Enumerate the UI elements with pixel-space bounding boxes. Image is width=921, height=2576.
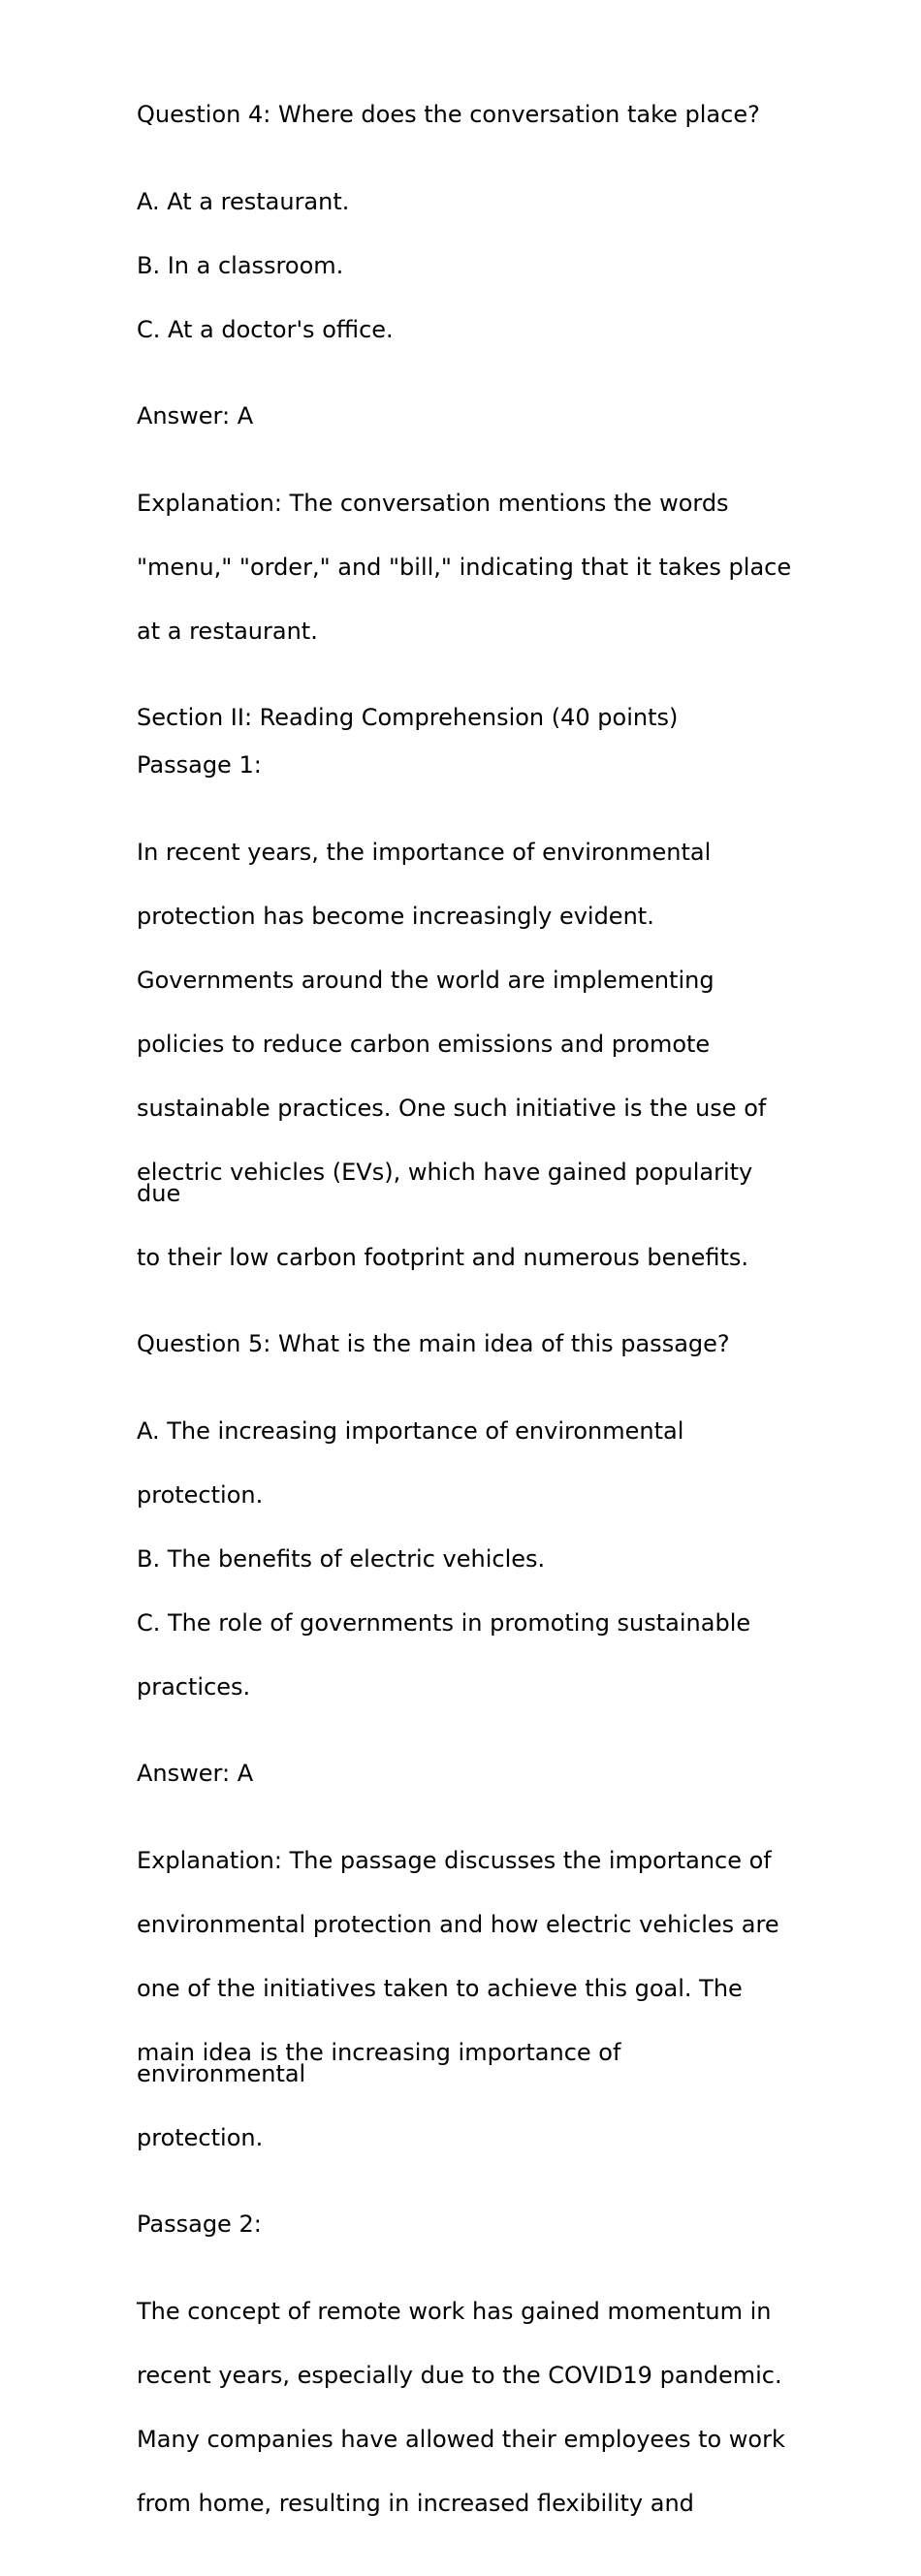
q5-option-line: protection. [137,1481,264,1509]
question-4: Question 4: Where does the conversation take place? [137,101,760,128]
q5-answer: Answer: A [137,1760,254,1787]
q4-explanation-line: "menu," "order," and "bill," indicating that it takes place [137,554,792,581]
passage-1-line: In recent years, the importance of environmental [137,839,712,866]
passage-2-line: The concept of remote work has gained momentum in [137,2298,772,2325]
q5-explanation-line: main idea is the increasing importance of environmental [137,2039,629,2087]
question-5: Question 5: What is the main idea of this passage? [137,1330,730,1357]
question-4-options [137,148,796,383]
passage-1-line: protection has become increasingly evident. [137,903,654,930]
passage-2-line: recent years, especially due to the COVID19 pandemic. [137,2362,782,2389]
q5-explanation [137,1807,796,2191]
q5-explanation-line: protection. [137,2124,264,2151]
q5-explanation-line: Explanation: The passage discusses the importance of [137,1847,772,1874]
question-5-options [137,1378,796,1740]
q4-explanation-line: Explanation: The conversation mentions the words [137,490,729,517]
passage-2-line: Many companies have allowed their employees to work [137,2426,785,2453]
q4-explanation [137,450,796,684]
passage-1-line: Governments around the world are implementing [137,967,715,994]
q5-explanation-line: environmental protection and how electric vehicles are [137,1911,779,1938]
passage-2-label: Passage 2: [137,2210,262,2238]
q5-option-line: A. The increasing importance of environmental [137,1417,684,1445]
passage-1-text [137,799,796,1311]
passage-1-line: policies to reduce carbon emissions and promote [137,1031,711,1058]
q4-option-a: A. At a restaurant. [137,188,350,215]
passage-1-line: sustainable practices. One such initiative is the use of [137,1095,767,1122]
q5-option-line: B. The benefits of electric vehicles. [137,1545,546,1573]
document-page [137,101,796,2576]
passage-2-line: from home, resulting in increased flexibility and [137,2490,694,2517]
passage-1-label: Passage 1: [137,751,262,779]
section-2-heading: Section II: Reading Comprehension (40 points) [137,704,679,731]
q4-explanation-line: at a restaurant. [137,618,318,645]
passage-2-text [137,2258,796,2557]
q5-option-line: practices. [137,1673,251,1701]
q5-explanation-line: one of the initiatives taken to achieve this goal. The [137,1975,743,2002]
passage-1-line: to their low carbon footprint and numerous benefits. [137,1244,749,1271]
q4-option-c: C. At a doctor's office. [137,316,394,343]
passage-1-line: electric vehicles (EVs), which have gained popularity due [137,1159,760,1207]
q4-answer: Answer: A [137,402,254,429]
q4-option-b: B. In a classroom. [137,252,344,279]
q5-option-line: C. The role of governments in promoting sustainable [137,1609,751,1637]
